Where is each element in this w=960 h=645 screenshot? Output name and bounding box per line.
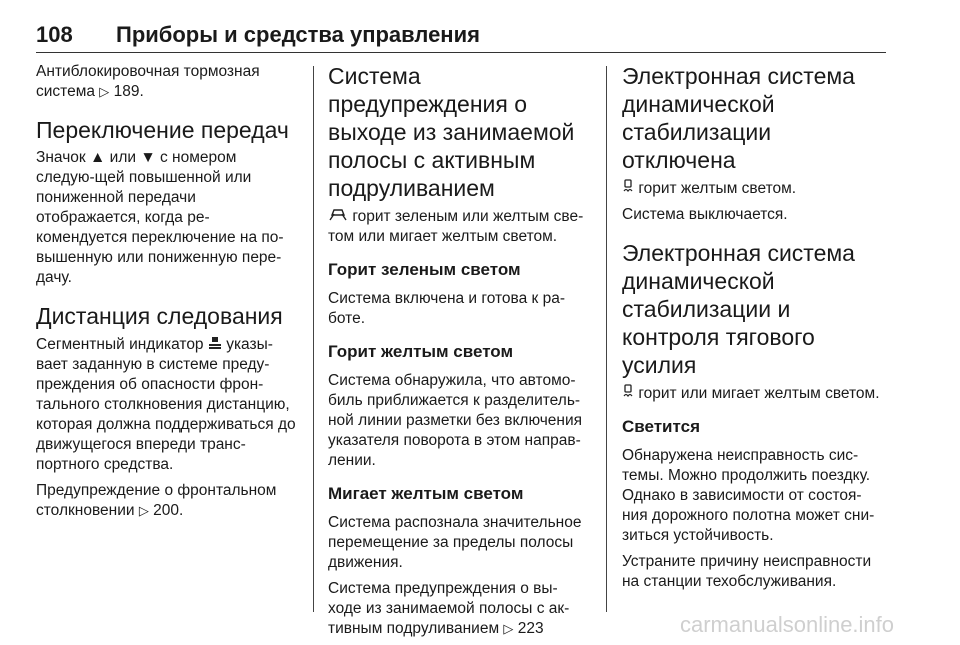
- green-heading: Горит зеленым светом: [328, 260, 521, 279]
- column-divider: [606, 66, 607, 612]
- lane-ref-text: Система предупреждения о вы-ходе из занимаемой полосы с ак-тивным подруливанием: [328, 580, 570, 637]
- collision-paragraph: [36, 481, 298, 521]
- gear-text: с номером следую-щей повышенной или пониженной передачи отображается, когда ре-комендуется переключение на по-вышенную или пониженную пере-дачу.: [36, 149, 284, 286]
- esc-off-heading: Электронная система динамической стабилизации отключена: [622, 63, 855, 173]
- gear-text: или: [109, 149, 137, 166]
- watermark: carmanualsonline.info: [680, 612, 895, 637]
- lane-keep-icon: [328, 206, 348, 226]
- lane-paragraph: [328, 206, 590, 247]
- esc-tc-heading: Электронная система динамической стабилизации и контроля тягового усилия: [622, 240, 855, 378]
- esc-tc-paragraph: [622, 383, 886, 404]
- blink-paragraph: Система распознала значительное перемещение за пределы полосы движения.: [328, 514, 582, 571]
- distance-heading: Дистанция следования: [36, 303, 283, 329]
- esc-off-paragraph-2: Система выключается.: [622, 206, 788, 223]
- blink-heading: Мигает желтым светом: [328, 484, 524, 503]
- lit-paragraph-2: Устраните причину неисправности на станции техобслуживания.: [622, 553, 872, 590]
- collision-ref: 200.: [153, 502, 184, 519]
- esc-off-paragraph: [622, 178, 886, 199]
- column-divider: [313, 66, 314, 612]
- lane-ref-paragraph: [328, 579, 590, 639]
- down-triangle-icon: ▼: [140, 149, 156, 166]
- column-3: [622, 62, 886, 598]
- reference-arrow-icon: ▷: [138, 503, 149, 518]
- yellow-paragraph: Система обнаружила, что автомо-биль приближается к разделитель-ной линии разметки без включения указателя поворота в этом направ-лении.: [328, 372, 583, 469]
- lane-heading: Система предупреждения о выходе из занимаемой полосы с активным подруливанием: [328, 63, 575, 201]
- esc-off-text: горит желтым светом.: [638, 180, 797, 197]
- reference-arrow-icon: ▷: [503, 621, 514, 636]
- esc-icon: [622, 383, 634, 403]
- page-title: Приборы и средства управления: [116, 22, 480, 47]
- yellow-heading: Горит желтым светом: [328, 342, 514, 361]
- lane-text: горит зеленым или желтым све-том или мигает желтым светом.: [328, 208, 584, 245]
- up-triangle-icon: ▲: [90, 149, 106, 166]
- collision-text: Предупреждение о фронтальном столкновении: [36, 482, 277, 519]
- distance-indicator-icon: [208, 334, 222, 354]
- column-1: [36, 62, 298, 527]
- gear-text: Значок: [36, 149, 86, 166]
- distance-text: Сегментный индикатор: [36, 336, 204, 353]
- reference-arrow-icon: ▷: [99, 84, 110, 99]
- distance-paragraph: [36, 334, 298, 475]
- gear-paragraph: [36, 148, 298, 288]
- lane-ref: 223: [517, 620, 544, 637]
- page-number: 108: [36, 22, 73, 47]
- column-2: [328, 62, 590, 645]
- abs-ref: 189.: [113, 83, 144, 100]
- esc-off-icon: [622, 178, 634, 198]
- green-paragraph: Система включена и готова к ра-боте.: [328, 290, 566, 327]
- abs-text: Антиблокировочная тормозная система: [36, 63, 260, 100]
- esc-tc-text: горит или мигает желтым светом.: [638, 385, 880, 402]
- abs-paragraph: [36, 62, 298, 102]
- lit-heading: Светится: [622, 417, 700, 436]
- gear-heading: Переключение передач: [36, 117, 289, 143]
- header-rule: [36, 52, 886, 53]
- page-header: [36, 22, 886, 52]
- distance-text: указы-вает заданную в системе преду-преждения об опасности фрон-тального столкновения дистанцию, которая должна поддерживаться до движущегося впереди транс-портного средства.: [36, 336, 296, 473]
- lit-paragraph: Обнаружена неисправность сис-темы. Можно продолжить поездку. Однако в зависимости от состоя-ния дорожного полотна может сни-зиться устойчивость.: [622, 447, 875, 544]
